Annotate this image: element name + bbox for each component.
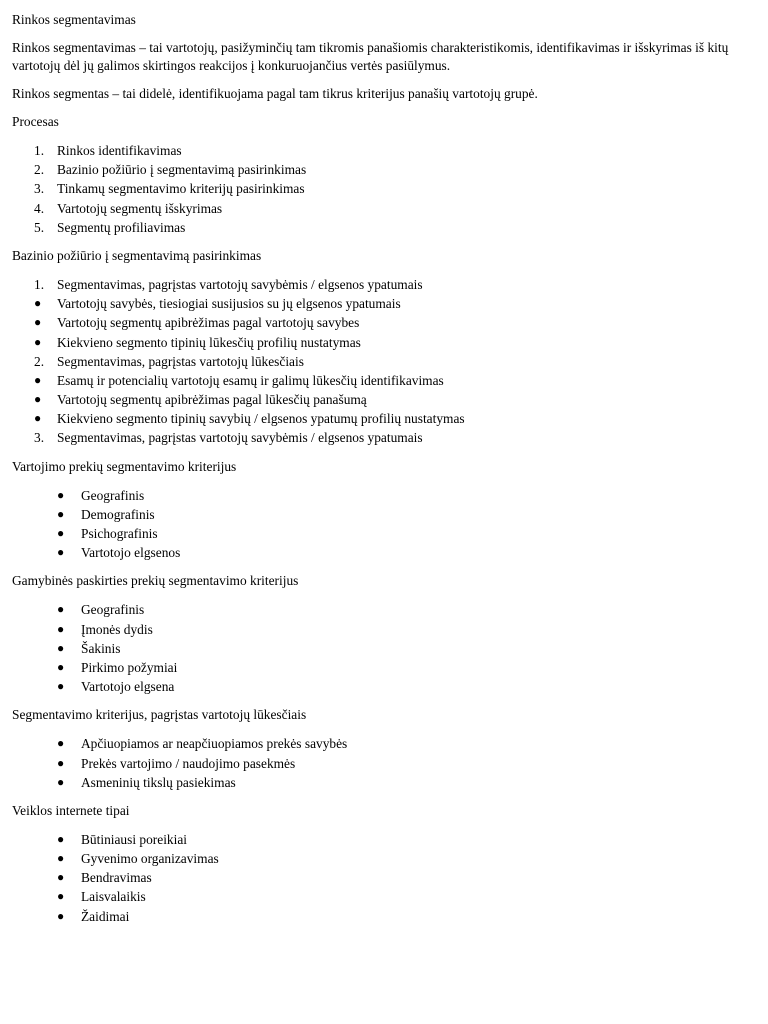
bullet-icon: ● <box>57 679 65 694</box>
bullet-icon: ● <box>57 545 65 560</box>
list-item: ● Žaidimai <box>12 907 756 926</box>
bullet-icon: ● <box>57 889 65 904</box>
bullet-icon: ● <box>57 506 65 521</box>
bullet-icon: ● <box>57 870 65 885</box>
bullet-icon: ● <box>34 411 42 426</box>
section-heading-procesas: Procesas <box>12 114 59 129</box>
list-number: 4. <box>34 200 45 216</box>
section-heading-gamybines: Gamybinės paskirties prekių segmentavimo kriterijus <box>12 573 299 589</box>
list-item: 2. Bazinio požiūrio į segmentavimą pasirinkimas <box>12 160 756 179</box>
list-item: ● Vartotojų savybės, tiesiogiai susijusios su jų elgsenos ypatumais <box>12 294 756 313</box>
bullet-icon: ● <box>57 526 65 540</box>
list-item: ● Šakinis <box>12 639 756 658</box>
bullet-icon: ● <box>57 851 65 866</box>
list-item: 2. Segmentavimas, pagrįstas vartotojų lūkesčiais <box>12 352 756 371</box>
list-number: 5. <box>34 219 45 235</box>
list-number: 2. <box>34 353 45 369</box>
list-item: 3. Segmentavimas, pagrįstas vartotojų savybėmis / elgsenos ypatumais <box>12 428 756 447</box>
lukesciai-list <box>12 734 756 792</box>
list-item: 1. Segmentavimas, pagrįstas vartotojų savybėmis / elgsenos ypatumais <box>12 275 756 294</box>
bullet-icon: ● <box>34 315 42 330</box>
bullet-icon: ● <box>57 774 65 789</box>
list-item: ● Vartotojo elgsenos <box>12 543 756 562</box>
bullet-icon: ● <box>34 392 42 407</box>
list-item: ● Vartotojo elgsena <box>12 677 756 696</box>
list-item: 5. Segmentų profiliavimas <box>12 218 756 237</box>
list-item: ● Esamų ir potencialių vartotojų esamų ir galimų lūkesčių identifikavimas <box>12 371 756 390</box>
list-item: 4. Vartotojų segmentų išskyrimas <box>12 199 756 218</box>
list-item: ● Demografinis <box>12 505 756 524</box>
list-number: 3. <box>34 181 45 197</box>
list-item: ● Prekės vartojimo / naudojimo pasekmės <box>12 754 756 773</box>
gamybines-list <box>12 600 756 696</box>
list-item: ● Kiekvieno segmento tipinių savybių / elgsenos ypatumų profilių nustatymas <box>12 409 756 428</box>
definition-paragraph-1: Rinkos segmentavimas – tai vartotojų, pasižyminčių tam tikromis panašiomis charakteristikomis, identifikavimas ir išskyrimas iš kitų vartotojų dėl jų galimos skirtingos reakcijos į konkuruojančius vertės pasiūlymus. <box>12 40 729 73</box>
veiklos-list <box>12 830 756 926</box>
list-number: 2. <box>34 162 45 178</box>
section-heading-veiklos: Veiklos internete tipai <box>12 802 130 818</box>
list-item: 1. Rinkos identifikavimas <box>12 141 756 160</box>
bullet-icon: ● <box>34 334 42 349</box>
list-item: ● Vartotojų segmentų apibrėžimas pagal vartotojų savybes <box>12 313 756 332</box>
list-item: ● Būtiniausi poreikiai <box>12 830 756 849</box>
bullet-icon: ● <box>57 736 65 751</box>
document-title: Rinkos segmentavimas <box>12 12 136 27</box>
bullet-icon: ● <box>57 755 65 770</box>
list-item: ● Asmeninių tikslų pasiekimas <box>12 773 756 792</box>
list-number: 1. <box>34 143 45 158</box>
vartojimo-list <box>12 486 756 563</box>
definition-paragraph-2: Rinkos segmentas – tai didelė, identifikuojama pagal tam tikrus kriterijus panašių vartotojų grupė. <box>12 86 538 101</box>
list-item: ● Pirkimo požymiai <box>12 658 756 677</box>
bullet-icon: ● <box>34 296 42 311</box>
bullet-icon: ● <box>57 602 65 617</box>
list-item: ● Geografinis <box>12 486 756 505</box>
section-heading-bazinio: Bazinio požiūrio į segmentavimą pasirinkimas <box>12 247 262 263</box>
list-item: 3. Tinkamų segmentavimo kriterijų pasirinkimas <box>12 179 756 198</box>
bullet-icon: ● <box>57 487 65 502</box>
bullet-icon: ● <box>57 659 65 674</box>
list-number: 1. <box>34 276 45 292</box>
procesas-list <box>12 141 756 237</box>
section-heading-vartojimo: Vartojimo prekių segmentavimo kriterijus <box>12 458 237 474</box>
list-item: ● Vartotojų segmentų apibrėžimas pagal lūkesčių panašumą <box>12 390 756 409</box>
list-item: ● Gyvenimo organizavimas <box>12 849 756 868</box>
list-item: ● Įmonės dydis <box>12 620 756 639</box>
bazinio-list <box>12 275 756 448</box>
bullet-icon: ● <box>34 372 42 387</box>
section-heading-lukesciai: Segmentavimo kriterijus, pagrįstas vartotojų lūkesčiais <box>12 707 307 723</box>
bullet-icon: ● <box>57 621 65 636</box>
bullet-icon: ● <box>57 831 65 846</box>
list-item: ● Geografinis <box>12 600 756 619</box>
list-item: ● Psichografinis <box>12 524 756 543</box>
bullet-icon: ● <box>57 908 65 923</box>
bullet-icon: ● <box>57 640 65 655</box>
list-item: ● Kiekvieno segmento tipinių lūkesčių profilių nustatymas <box>12 333 756 352</box>
list-number: 3. <box>34 430 45 446</box>
list-item: ● Laisvalaikis <box>12 887 756 906</box>
list-item: ● Bendravimas <box>12 868 756 887</box>
list-item: ● Apčiuopiamos ar neapčiuopiamos prekės savybės <box>12 734 756 753</box>
